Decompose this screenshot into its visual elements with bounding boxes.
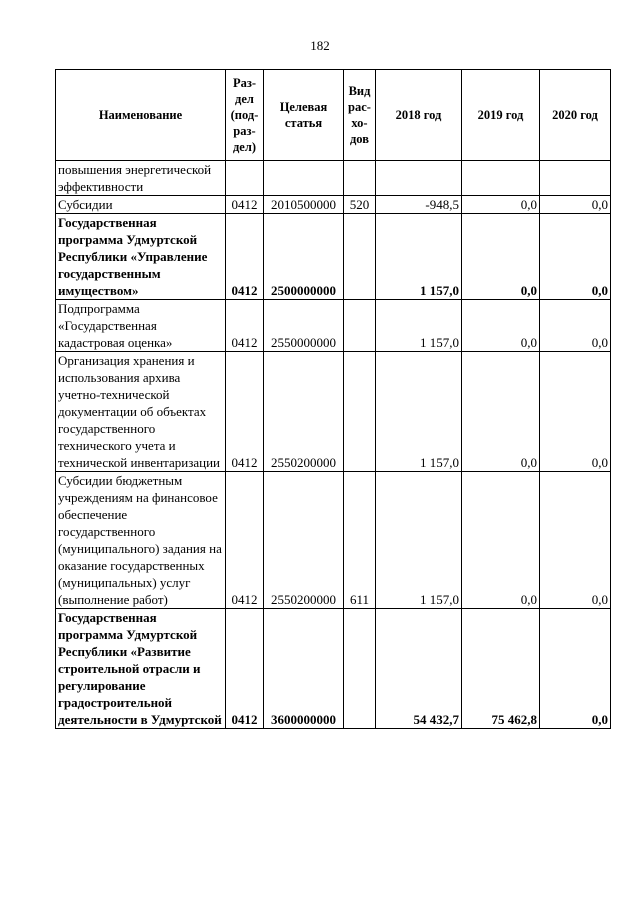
row-2019: 0,0 [462,472,540,609]
header-2020: 2020 год [540,70,611,161]
row-2020 [540,161,611,196]
row-2020: 0,0 [540,472,611,609]
row-2018: 1 157,0 [376,300,462,352]
header-section: Раз- дел (под- раз- дел) [226,70,264,161]
row-2018 [376,161,462,196]
row-name: Субсидии [56,196,226,214]
row-target: 2550000000 [264,300,344,352]
header-2018: 2018 год [376,70,462,161]
header-target: Целевая статья [264,70,344,161]
table-header-row [56,70,611,161]
table-row [56,352,611,472]
budget-table [55,69,611,729]
row-type [344,214,376,300]
row-type [344,352,376,472]
header-2019: 2019 год [462,70,540,161]
row-name: Подпрограмма «Государственная кадастровая оценка» [56,300,226,352]
row-2020: 0,0 [540,609,611,729]
row-2019: 0,0 [462,214,540,300]
row-section: 0412 [226,300,264,352]
row-2018: 54 432,7 [376,609,462,729]
row-name: повышения энергетической эффективности [56,161,226,196]
row-type [344,300,376,352]
row-section: 0412 [226,352,264,472]
row-section [226,161,264,196]
row-2018: -948,5 [376,196,462,214]
row-target: 2550200000 [264,472,344,609]
row-name: Субсидии бюджетным учреждениям на финансовое обеспечение государственного (муниципального) задания на оказание государственных (муниципальных) услуг (выполнение работ) [56,472,226,609]
row-2019: 0,0 [462,196,540,214]
table-row [56,196,611,214]
row-type [344,609,376,729]
row-target: 3600000000 [264,609,344,729]
row-name: Государственная программа Удмуртской Республики «Управление государственным имуществом» [56,214,226,300]
row-2020: 0,0 [540,352,611,472]
row-section: 0412 [226,196,264,214]
row-section: 0412 [226,472,264,609]
row-2020: 0,0 [540,300,611,352]
table-row [56,214,611,300]
header-name: Наименование [56,70,226,161]
row-type [344,161,376,196]
row-target: 2550200000 [264,352,344,472]
table-row [56,609,611,729]
row-type: 520 [344,196,376,214]
row-type: 611 [344,472,376,609]
row-2019 [462,161,540,196]
row-section: 0412 [226,609,264,729]
row-2018: 1 157,0 [376,214,462,300]
page-number: 182 [310,38,330,53]
table-row [56,161,611,196]
row-2019: 0,0 [462,300,540,352]
row-2019: 0,0 [462,352,540,472]
table-row [56,300,611,352]
row-2018: 1 157,0 [376,472,462,609]
row-target: 2010500000 [264,196,344,214]
row-target: 2500000000 [264,214,344,300]
row-2020: 0,0 [540,196,611,214]
row-2020: 0,0 [540,214,611,300]
row-target [264,161,344,196]
table-row [56,472,611,609]
row-2018: 1 157,0 [376,352,462,472]
row-2019: 75 462,8 [462,609,540,729]
row-name: Организация хранения и использования архива учетно-технической документации об объектах государственного технического учета и технической инвентаризации [56,352,226,472]
header-type: Вид рас- хо- дов [344,70,376,161]
row-name: Государственная программа Удмуртской Республики «Развитие строительной отрасли и регулирование градостроительной деятельности в Удмуртской [56,609,226,729]
row-section: 0412 [226,214,264,300]
